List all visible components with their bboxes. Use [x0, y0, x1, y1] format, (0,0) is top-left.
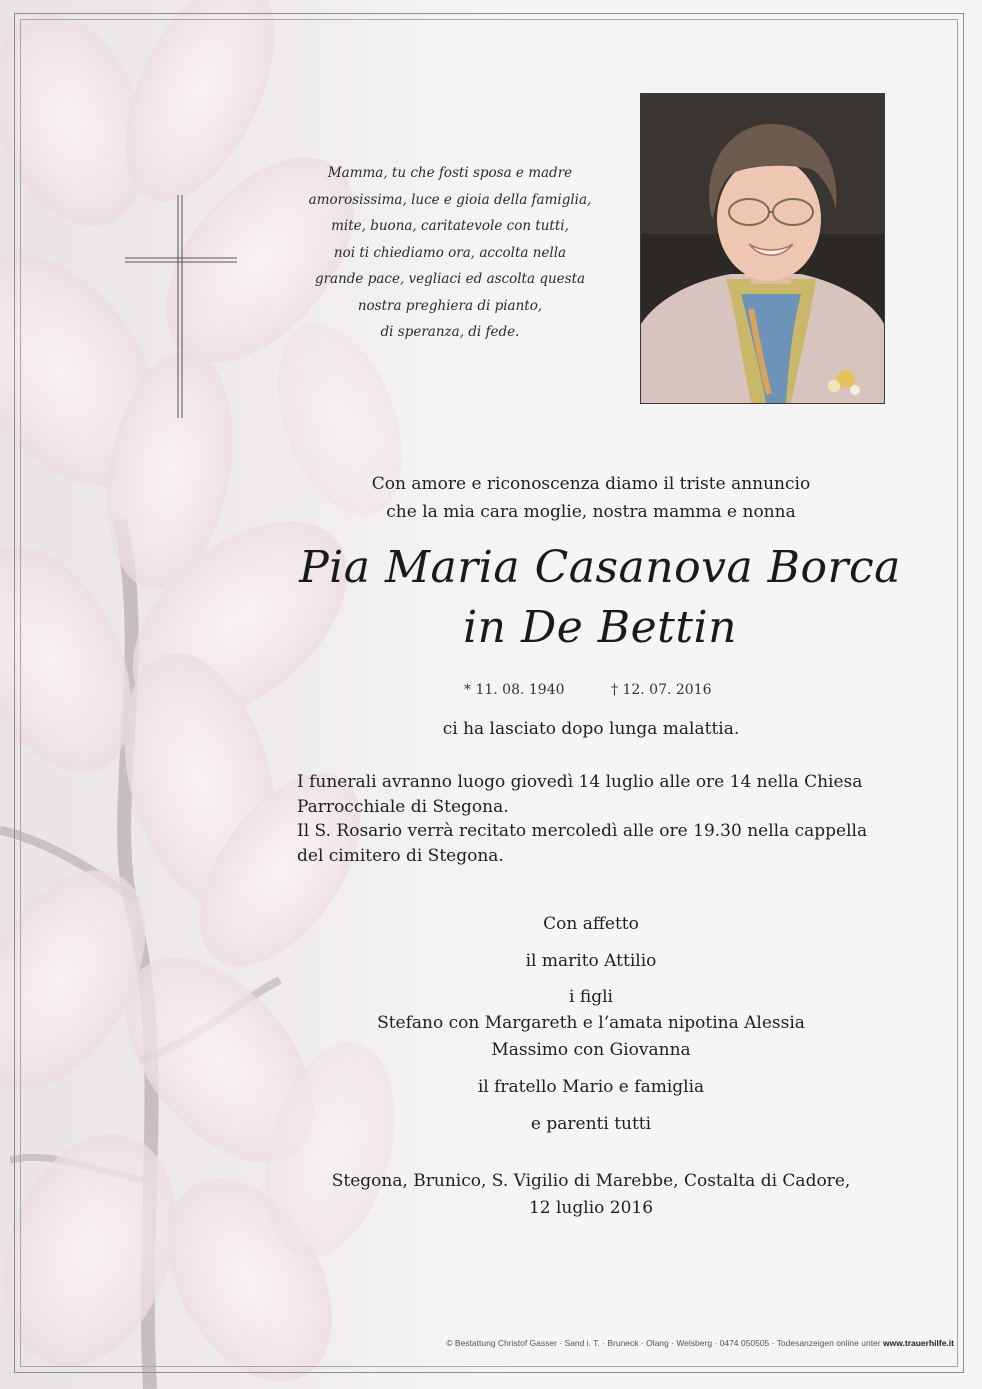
- husband: il marito Attilio: [525, 951, 657, 971]
- poem-line: Mamma, tu che fosti sposa e madre: [327, 165, 573, 181]
- funeral-line: del cimitero di Stegona.: [297, 845, 504, 866]
- funeral-line: Parrocchiale di Stegona.: [297, 796, 509, 817]
- children-heading: i figli: [569, 987, 613, 1007]
- notice-date: 12 luglio 2016: [528, 1198, 654, 1218]
- poem-line: amorosissima, luce e gioia della famiglia,: [308, 191, 592, 208]
- cross-icon: [120, 190, 240, 420]
- deceased-name-line2: in De Bettin: [463, 602, 737, 653]
- website-link[interactable]: www.trauerhilfe.it: [882, 1338, 954, 1348]
- relatives: e parenti tutti: [530, 1114, 652, 1134]
- funeral-details: [297, 770, 897, 868]
- places: Stegona, Brunico, S. Vigilio di Marebbe, Costalta di Cadore,: [331, 1171, 851, 1191]
- mourners-list: [300, 910, 882, 1147]
- footer-text: © Bestattung Christof Gasser · Sand i. T. · Bruneck · Olang · Welsberg · 0474 050505 · Todesanzeigen online unter: [446, 1338, 883, 1348]
- announcement-text: [300, 470, 882, 526]
- child-entry: Massimo con Giovanna: [491, 1040, 691, 1060]
- memorial-poem: [280, 160, 620, 346]
- deceased-name-line1: Pia Maria Casanova Borca: [299, 542, 901, 593]
- poem-line: mite, buona, caritatevole con tutti,: [331, 218, 569, 234]
- place-and-date: [300, 1168, 882, 1222]
- birth-date: * 11. 08. 1940: [464, 682, 565, 698]
- poem-line: nostra preghiera di pianto,: [357, 297, 543, 314]
- with-affection: Con affetto: [543, 914, 639, 934]
- funeral-line: I funerali avranno luogo giovedì 14 luglio alle ore 14 nella Chiesa: [297, 772, 863, 792]
- deceased-name: [290, 538, 910, 658]
- brother: il fratello Mario e famiglia: [477, 1077, 705, 1097]
- poem-line: di speranza, di fede.: [380, 324, 520, 340]
- footer-credit: [260, 1338, 954, 1348]
- announcement-line: che la mia cara moglie, nostra mamma e nonna: [386, 502, 796, 522]
- funeral-line: Il S. Rosario verrà recitato mercoledì alle ore 19.30 nella cappella: [297, 821, 868, 841]
- announcement-line: Con amore e riconoscenza diamo il triste annuncio: [371, 474, 811, 494]
- death-date: † 12. 07. 2016: [611, 682, 712, 698]
- portrait-photo: [640, 93, 885, 404]
- passing-note: ci ha lasciato dopo lunga malattia.: [442, 719, 740, 739]
- poem-line: noi ti chiediamo ora, accolta nella: [333, 244, 567, 261]
- child-entry: Stefano con Margareth e l‘amata nipotina Alessia: [377, 1013, 805, 1033]
- poem-line: grande pace, vegliaci ed ascolta questa: [314, 271, 586, 287]
